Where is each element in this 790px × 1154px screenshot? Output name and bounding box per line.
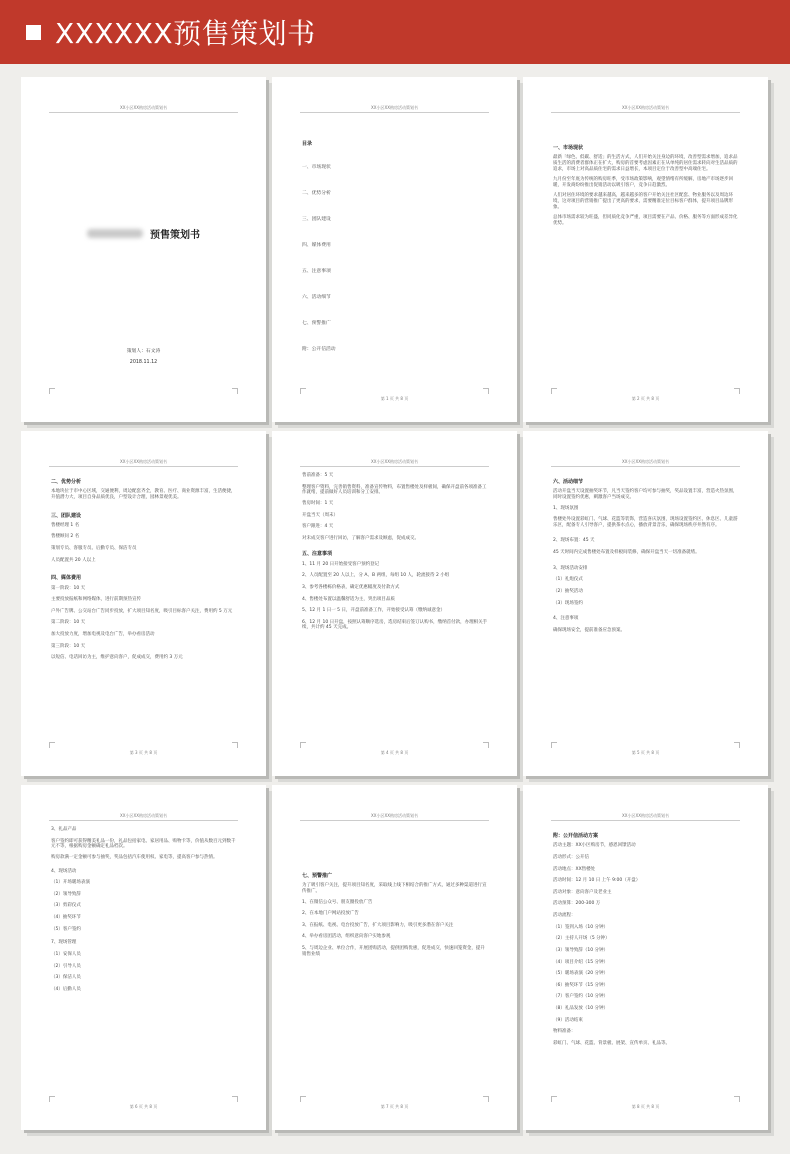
page-footer: 第 1 页 共 8 页 <box>380 396 409 401</box>
page-header: XX小区XX购房活动策划书 <box>49 105 238 113</box>
list-item: 1、在微信公众号、朋友圈投放广告 <box>302 899 373 905</box>
section-heading: 一、市场现状 <box>553 145 584 151</box>
section-heading: 附：公开信活动方案 <box>553 833 599 839</box>
list-item: 售房时间：1 天 <box>302 500 334 506</box>
corner-mark <box>232 742 238 748</box>
paragraph: 售楼处外设置彩虹门、气球、花篮等装饰，营造喜庆氛围，现场设置签约区、休息区、儿童游乐区，配备专人引导客户，提供茶水点心，播放背景音乐，确保现场秩序井然有序。 <box>553 517 738 528</box>
list-item: （1）签到入场（10 分钟） <box>553 924 609 930</box>
section-heading: 三、团队建设 <box>51 512 82 519</box>
list-item: 第一阶段：10 天 <box>51 585 86 591</box>
page-footer: 第 8 页 共 8 页 <box>631 1104 660 1109</box>
list-item: 主要投放报纸和网络媒体，进行前期预热宣传 <box>51 597 141 603</box>
list-item: 人员配置共 20 人以上 <box>51 557 96 563</box>
paragraph: 整理客户资料，完善销售资料，准备宣传物料，布置售楼处及样板间，确保开盘前各项准备工作就绪，提前做好人员培训和分工安排。 <box>302 484 487 496</box>
list-item: （3）现场签约 <box>553 600 583 606</box>
corner-mark <box>300 1096 306 1102</box>
doc-page-cover <box>21 77 266 422</box>
list-item: 2、在本地门户网站投放广告 <box>302 911 359 917</box>
list-item: （2）抽奖活动 <box>553 588 583 594</box>
list-item: 物料准备： <box>553 1029 576 1035</box>
page-header: XX小区XX购房活动策划书 <box>551 105 740 113</box>
corner-mark <box>483 742 489 748</box>
list-item: （4）抽奖环节 <box>51 915 81 920</box>
corner-mark <box>232 1096 238 1102</box>
list-item: （2）领导致辞 <box>51 891 81 897</box>
list-item: 售楼顾问 2 名 <box>51 534 80 540</box>
corner-mark <box>49 1096 55 1102</box>
list-item: 活动对象：意向客户及老业主 <box>553 889 612 895</box>
corner-mark <box>300 742 306 748</box>
list-item: 2、现场布置：45 天 <box>553 538 595 544</box>
toc-item[interactable]: 七、预警推广 <box>302 321 331 327</box>
cover-title: 预售策划书 <box>150 230 201 241</box>
paragraph: 最新「绿色、低碳、舒适」的生活方式，人们开始关注身边的环境，改善型需求增加，追求品质生活的消费者群体正在扩大，购房的首要考虑因素正在从单纯的居住需求转向对生活品质的追求，市场上对高品质住宅的需求日益增长，本项目定位于改善型中高端住宅。 <box>553 155 738 172</box>
corner-mark <box>49 388 55 394</box>
banner-title: XXXXXX预售策划书 <box>55 17 316 50</box>
list-item: （8）礼品发放（10 分钟） <box>553 1006 609 1011</box>
section-heading: 七、预警推广 <box>302 873 333 879</box>
list-item: 4、售楼处布置以温馨舒适为主，突出项目品质 <box>302 596 395 602</box>
list-item: 5、12 月 1 日一 5 日，开盘前准备工作，开始接受认筹（缴纳诚意金） <box>302 608 445 614</box>
banner <box>0 0 790 64</box>
list-item: 客户跟进：4 天 <box>302 524 334 530</box>
doc-page-notes <box>272 431 517 776</box>
paragraph: 客户签约即可获得精美礼品一份，礼品包括家电、家居用品、购物卡等，价值从数百元到数千元不等，根据购房金额确定礼品档次。 <box>51 838 236 850</box>
list-item: 活动预算：200-300 万 <box>553 901 601 907</box>
list-item: 确保现场安全，提前准备应急预案。 <box>553 627 625 633</box>
paragraph: 为了吸引客户关注，提升项目知名度，采取线上线下相结合的推广方式，通过多种渠道进行宣传推广。 <box>302 883 487 894</box>
list-item: （3）剪彩仪式 <box>51 903 81 909</box>
doc-page-promotion <box>272 785 517 1130</box>
doc-page-activity <box>523 431 768 776</box>
list-item: 4、现场活动 <box>51 868 77 874</box>
page-header: XX小区XX购房活动策划书 <box>49 813 238 821</box>
square-bullet-icon <box>26 25 41 40</box>
list-item: （1）开场暖场表演 <box>51 880 90 886</box>
page-header: XX小区XX购房活动策划书 <box>300 813 489 821</box>
list-item: 7、现场管理 <box>51 940 77 946</box>
list-item: 活动形式：公开信 <box>553 854 589 860</box>
list-item: （7）客户签约（10 分钟） <box>553 994 609 1000</box>
list-item: （4）后勤人员 <box>51 986 81 992</box>
list-item: 3、现场活动安排 <box>553 565 588 571</box>
list-item: （3）领导致辞（10 分钟） <box>553 947 609 953</box>
doc-page-appendix <box>523 785 768 1130</box>
toc-item[interactable]: 四、媒体费用 <box>302 243 331 249</box>
list-item: 3、礼品产品 <box>51 827 77 832</box>
list-item: 活动流程： <box>553 913 576 918</box>
toc-item[interactable]: 三、团队建设 <box>302 217 331 223</box>
blurred-project-name <box>87 229 143 238</box>
page-footer: 第 2 页 共 8 页 <box>631 396 660 401</box>
list-item: 彩虹门、气球、花篮、背景板、展架、宣传单页、礼品等。 <box>553 1040 670 1046</box>
list-item: （1）礼炮仪式 <box>553 577 583 583</box>
paragraph: 九月份至年底为传统的购房旺季，受市场政策影响，观望情绪有所缓解，房地产市场逐步回暖，开发商纷纷推出促销活动以吸引客户，竞争日趋激烈。 <box>553 177 733 188</box>
page-header: XX小区XX购房活动策划书 <box>551 813 740 821</box>
list-item: 第三阶段：10 天 <box>51 643 86 649</box>
list-item: （2）主持人开场（5 分钟） <box>553 936 610 942</box>
toc-item[interactable]: 五、注意事项 <box>302 269 331 275</box>
page-header: XX小区XX购房活动策划书 <box>49 459 238 467</box>
corner-mark <box>734 742 740 748</box>
list-item: 策划专员、客服专员、后勤专员、保洁专员 <box>51 546 137 551</box>
list-item: 户外广告牌、公交站台广告同步投放，扩大项目知名度，吸引目标客户关注，费用约 5 万元 <box>51 608 233 614</box>
list-item: 售楼经理 1 名 <box>51 522 80 528</box>
page-header: XX小区XX购房活动策划书 <box>300 105 489 113</box>
page-footer: 第 7 页 共 8 页 <box>380 1104 409 1109</box>
paragraph: 购房款满一定金额可参与抽奖，奖品包括汽车使用权、家电等，提高客户参与热情。 <box>51 854 218 860</box>
planner: 策划人：石文涛 <box>126 349 161 354</box>
list-item: 第二阶段：10 天 <box>51 620 86 626</box>
list-item: 1、现场氛围 <box>553 505 579 511</box>
list-item: （5）暖场表演（20 分钟） <box>553 971 609 977</box>
corner-mark <box>483 1096 489 1102</box>
corner-mark <box>551 1096 557 1102</box>
list-item: 4、注意事项 <box>553 616 579 622</box>
page-header: XX小区XX购房活动策划书 <box>300 459 489 467</box>
list-item: （9）活动结束 <box>553 1017 583 1023</box>
list-item: 3、参考各楼栋价格表，确定优惠幅度及付款方式 <box>302 584 400 590</box>
list-item: （2）引导人员 <box>51 963 81 969</box>
page-footer: 第 4 页 共 8 页 <box>380 750 409 755</box>
list-item: 活动时间：12 月 10 日 上午 9:00（开盘） <box>553 878 641 884</box>
page-header: XX小区XX购房活动策划书 <box>551 459 740 467</box>
section-heading: 四、媒体费用 <box>51 575 82 582</box>
list-item: 活动地点：XX售楼处 <box>553 866 596 872</box>
corner-mark <box>734 1096 740 1102</box>
list-item: 6、12 月 10 日开盘，按照认筹顺序选房，选房结束后签订认购书，缴纳首付款，办理相关手续，共计约 45 天完成。 <box>302 619 488 631</box>
page-footer: 第 3 页 共 8 页 <box>129 750 158 755</box>
paragraph: 本地块位于市中心区域，交通便利，周边配套齐全，教育、医疗、商业资源丰富，生活便捷，升值潜力大，项目自身品质优良，户型设计合理，园林景观优美。 <box>51 489 236 500</box>
cover-date: 2018.11.12 <box>129 360 158 365</box>
doc-page-market <box>523 77 768 422</box>
toc-item[interactable]: 二、优势分析 <box>302 191 331 197</box>
toc-item[interactable]: 六、活动细节 <box>302 295 331 301</box>
list-item: 2、人员配置至 20 人以上，分 A、B 两组，每组 10 人，轮流接待 2 小组 <box>302 573 450 579</box>
corner-mark <box>734 388 740 394</box>
section-heading: 二、优势分析 <box>51 479 82 485</box>
section-heading: 五、注意事项 <box>302 551 333 558</box>
list-item: 开盘当天（周末） <box>302 512 338 518</box>
list-item: 1、11 月 20 日开始接受客户预约登记 <box>302 561 380 567</box>
list-item: 4、举办看房团活动，组织意向客户实地参观 <box>302 934 391 940</box>
toc-item[interactable]: 一、市场现状 <box>302 165 331 171</box>
corner-mark <box>551 742 557 748</box>
doc-page-gifts <box>21 785 266 1130</box>
list-item: （4）项目介绍（15 分钟） <box>553 959 609 965</box>
list-item: 以短信、电话回访为主，维护意向客户，促成成交，费用约 3 万元 <box>51 655 183 661</box>
toc-item[interactable]: 附：公开信活动 <box>302 347 336 353</box>
doc-page-advantages <box>21 431 266 776</box>
list-item: （6）抽奖环节（15 分钟） <box>553 982 609 988</box>
paragraph: 活动开盘当天设置抽奖环节，凡当天签约客户均可参与抽奖，奖品设置丰富，营造火热氛围，同时设置签约优惠，刺激客户当场成交。 <box>553 489 738 500</box>
list-item: 活动主题：XX小区购房节，感恩回馈活动 <box>553 843 636 849</box>
toc-label: 目录 <box>302 141 313 147</box>
corner-mark <box>49 742 55 748</box>
page-footer: 第 6 页 共 8 页 <box>129 1104 158 1109</box>
paragraph: 人们对居住环境的要求越来越高，越来越多的客户开始关注社区配套、物业服务以及周边环境，这对项目的营销推广提出了更高的要求，需要精准定位目标客户群体，提升项目品牌形象。 <box>553 193 733 210</box>
section-heading: 六、活动细节 <box>553 479 584 485</box>
doc-page-toc <box>272 77 517 422</box>
corner-mark <box>483 388 489 394</box>
list-item: （1）安保人员 <box>51 951 81 957</box>
corner-mark <box>551 388 557 394</box>
list-item: 售前准备：5 天 <box>302 473 334 478</box>
list-item: 5、与周边企业、单位合作，开展团购活动，提供团购优惠，促进成交，快速回笼资金，提升销售业绩 <box>302 946 485 957</box>
corner-mark <box>232 388 238 394</box>
list-item: 3、在报纸、电视、电台投放广告，扩大项目影响力，吸引更多潜在客户关注 <box>302 922 454 928</box>
corner-mark <box>300 388 306 394</box>
list-item: 对未成交客户进行回访，了解客户需求及顾虑，促成成交。 <box>302 535 419 541</box>
list-item: （3）保洁人员 <box>51 975 81 981</box>
paragraph: 总体市场需求较为旺盛，但同质化竞争严重，项目需要在产品、价格、服务等方面形成差异化优势。 <box>553 215 738 226</box>
paragraph: 45 天时间内完成售楼处布置及样板间装修，确保开盘当天一切准备就绪。 <box>553 550 700 555</box>
list-item: （5）客户签约 <box>51 926 81 932</box>
list-item: 加大投放力度，增加电视及电台广告，举办看房活动 <box>51 632 155 637</box>
page-footer: 第 5 页 共 8 页 <box>631 750 660 755</box>
